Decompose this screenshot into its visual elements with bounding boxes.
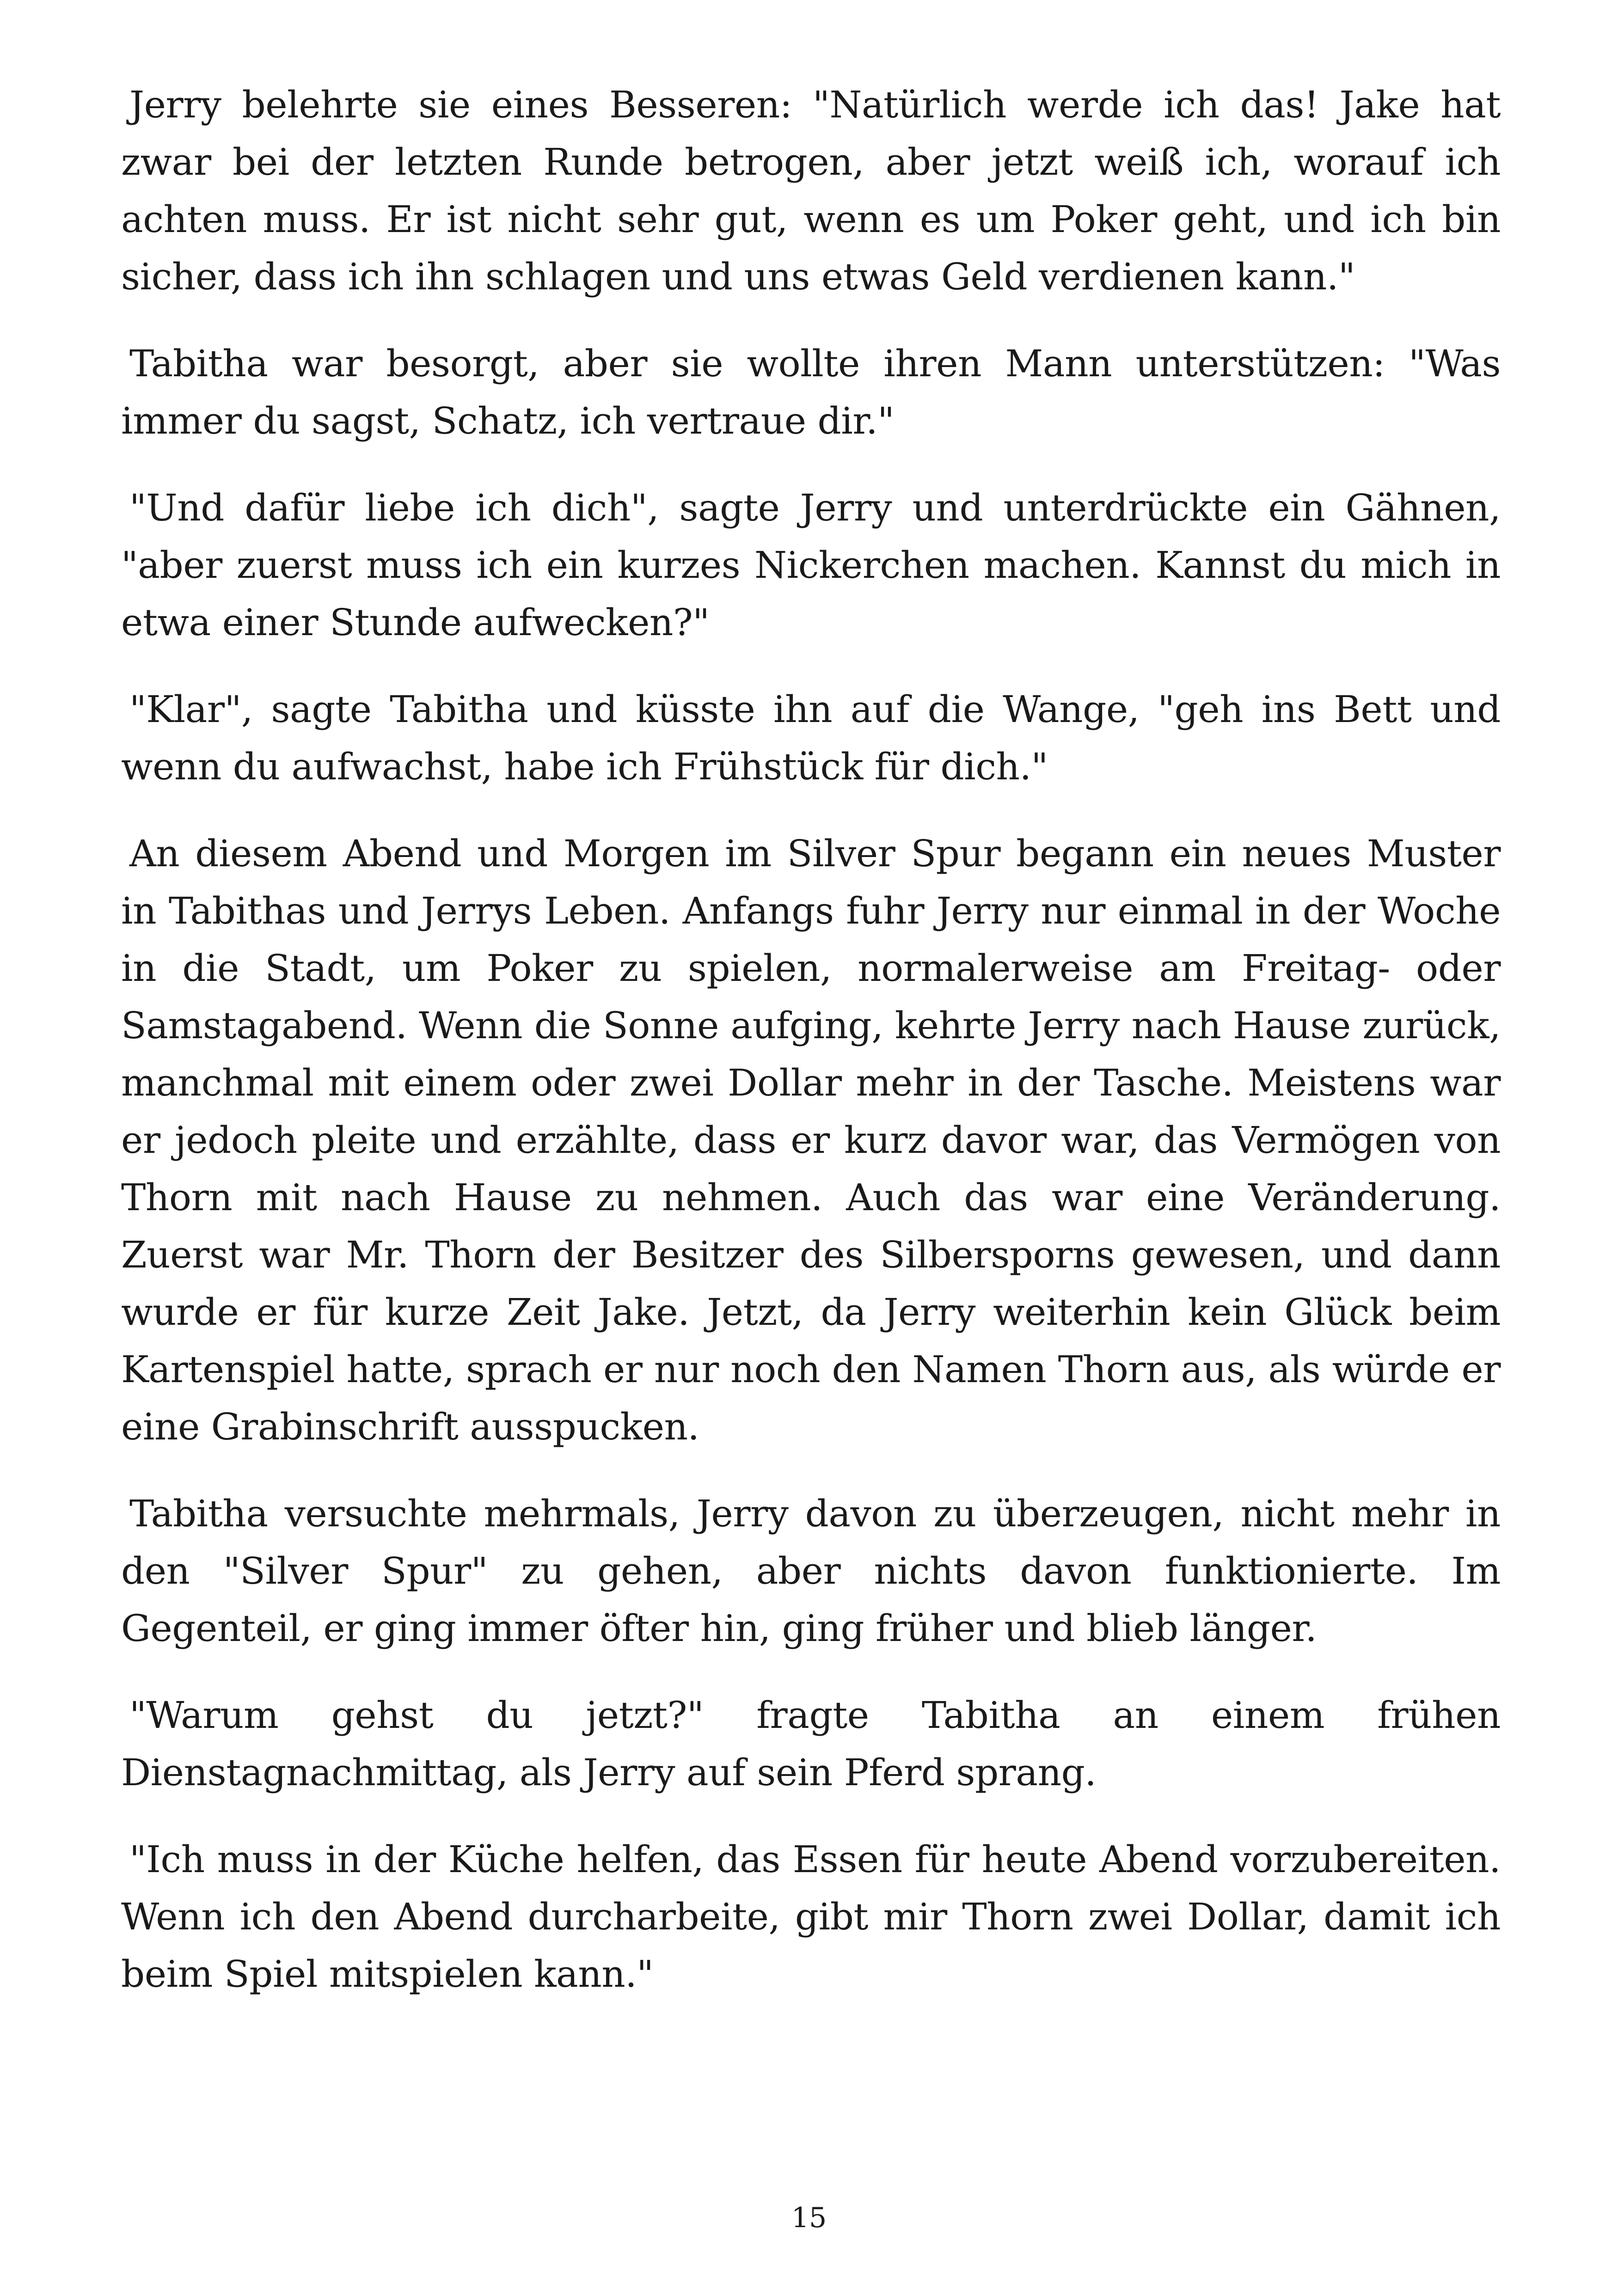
paragraph: An diesem Abend und Morgen im Silver Spur begann ein neues Muster in Tabithas und Jerrys Leben. Anfangs fuhr Jerry nur einmal in der Woche in die Stadt, um Poker zu spielen, normalerweise am Freitag- oder Samstagabend. Wenn die Sonne aufging, kehrte Jerry nach Hause zurück, manchmal mit einem oder zwei Dollar mehr in der Tasche. Meistens war er jedoch pleite und erzählte, dass er kurz davor war, das Vermögen von Thorn mit nach Hause zu nehmen. Auch das war eine Veränderung. Zuerst war Mr. Thorn der Besitzer des Silbersporns gewesen, und dann wurde er für kurze Zeit Jake. Jetzt, da Jerry weiterhin kein Glück beim Kartenspiel hatte, sprach er nur noch den Namen Thorn aus, als würde er eine Grabinschrift ausspucken. bbox=[121, 832, 1501, 1448]
paragraph: Tabitha versuchte mehrmals, Jerry davon zu überzeugen, nicht mehr in den "Silver Spur" zu gehen, aber nichts davon funktionierte. Im Gegenteil, er ging immer öfter hin, ging früher und blieb länger. bbox=[121, 1492, 1501, 1650]
paragraph: "Klar", sagte Tabitha und küsste ihn auf die Wange, "geh ins Bett und wenn du aufwachst, habe ich Frühstück für dich." bbox=[121, 688, 1501, 788]
paragraph: "Warum gehst du jetzt?" fragte Tabitha an einem frühen Dienstagnachmittag, als Jerry auf sein Pferd sprang. bbox=[121, 1694, 1501, 1794]
paragraph: "Ich muss in der Küche helfen, das Essen für heute Abend vorzubereiten. Wenn ich den Abend durcharbeite, gibt mir Thorn zwei Dollar, damit ich beim Spiel mitspielen kann." bbox=[121, 1838, 1501, 1996]
body-text bbox=[121, 76, 1501, 2033]
paragraph: Tabitha war besorgt, aber sie wollte ihren Mann unterstützen: "Was immer du sagst, Schatz, ich vertraue dir." bbox=[121, 342, 1501, 442]
page-number: 15 bbox=[791, 2202, 827, 2234]
paragraph: "Und dafür liebe ich dich", sagte Jerry und unterdrückte ein Gähnen, "aber zuerst muss ich ein kurzes Nickerchen machen. Kannst du mich in etwa einer Stunde aufwecken?" bbox=[121, 486, 1501, 644]
paragraph: Jerry belehrte sie eines Besseren: "Natürlich werde ich das! Jake hat zwar bei der letzten Runde betrogen, aber jetzt weiß ich, worauf ich achten muss. Er ist nicht sehr gut, wenn es um Poker geht, und ich bin sicher, dass ich ihn schlagen und uns etwas Geld verdienen kann." bbox=[121, 83, 1501, 298]
